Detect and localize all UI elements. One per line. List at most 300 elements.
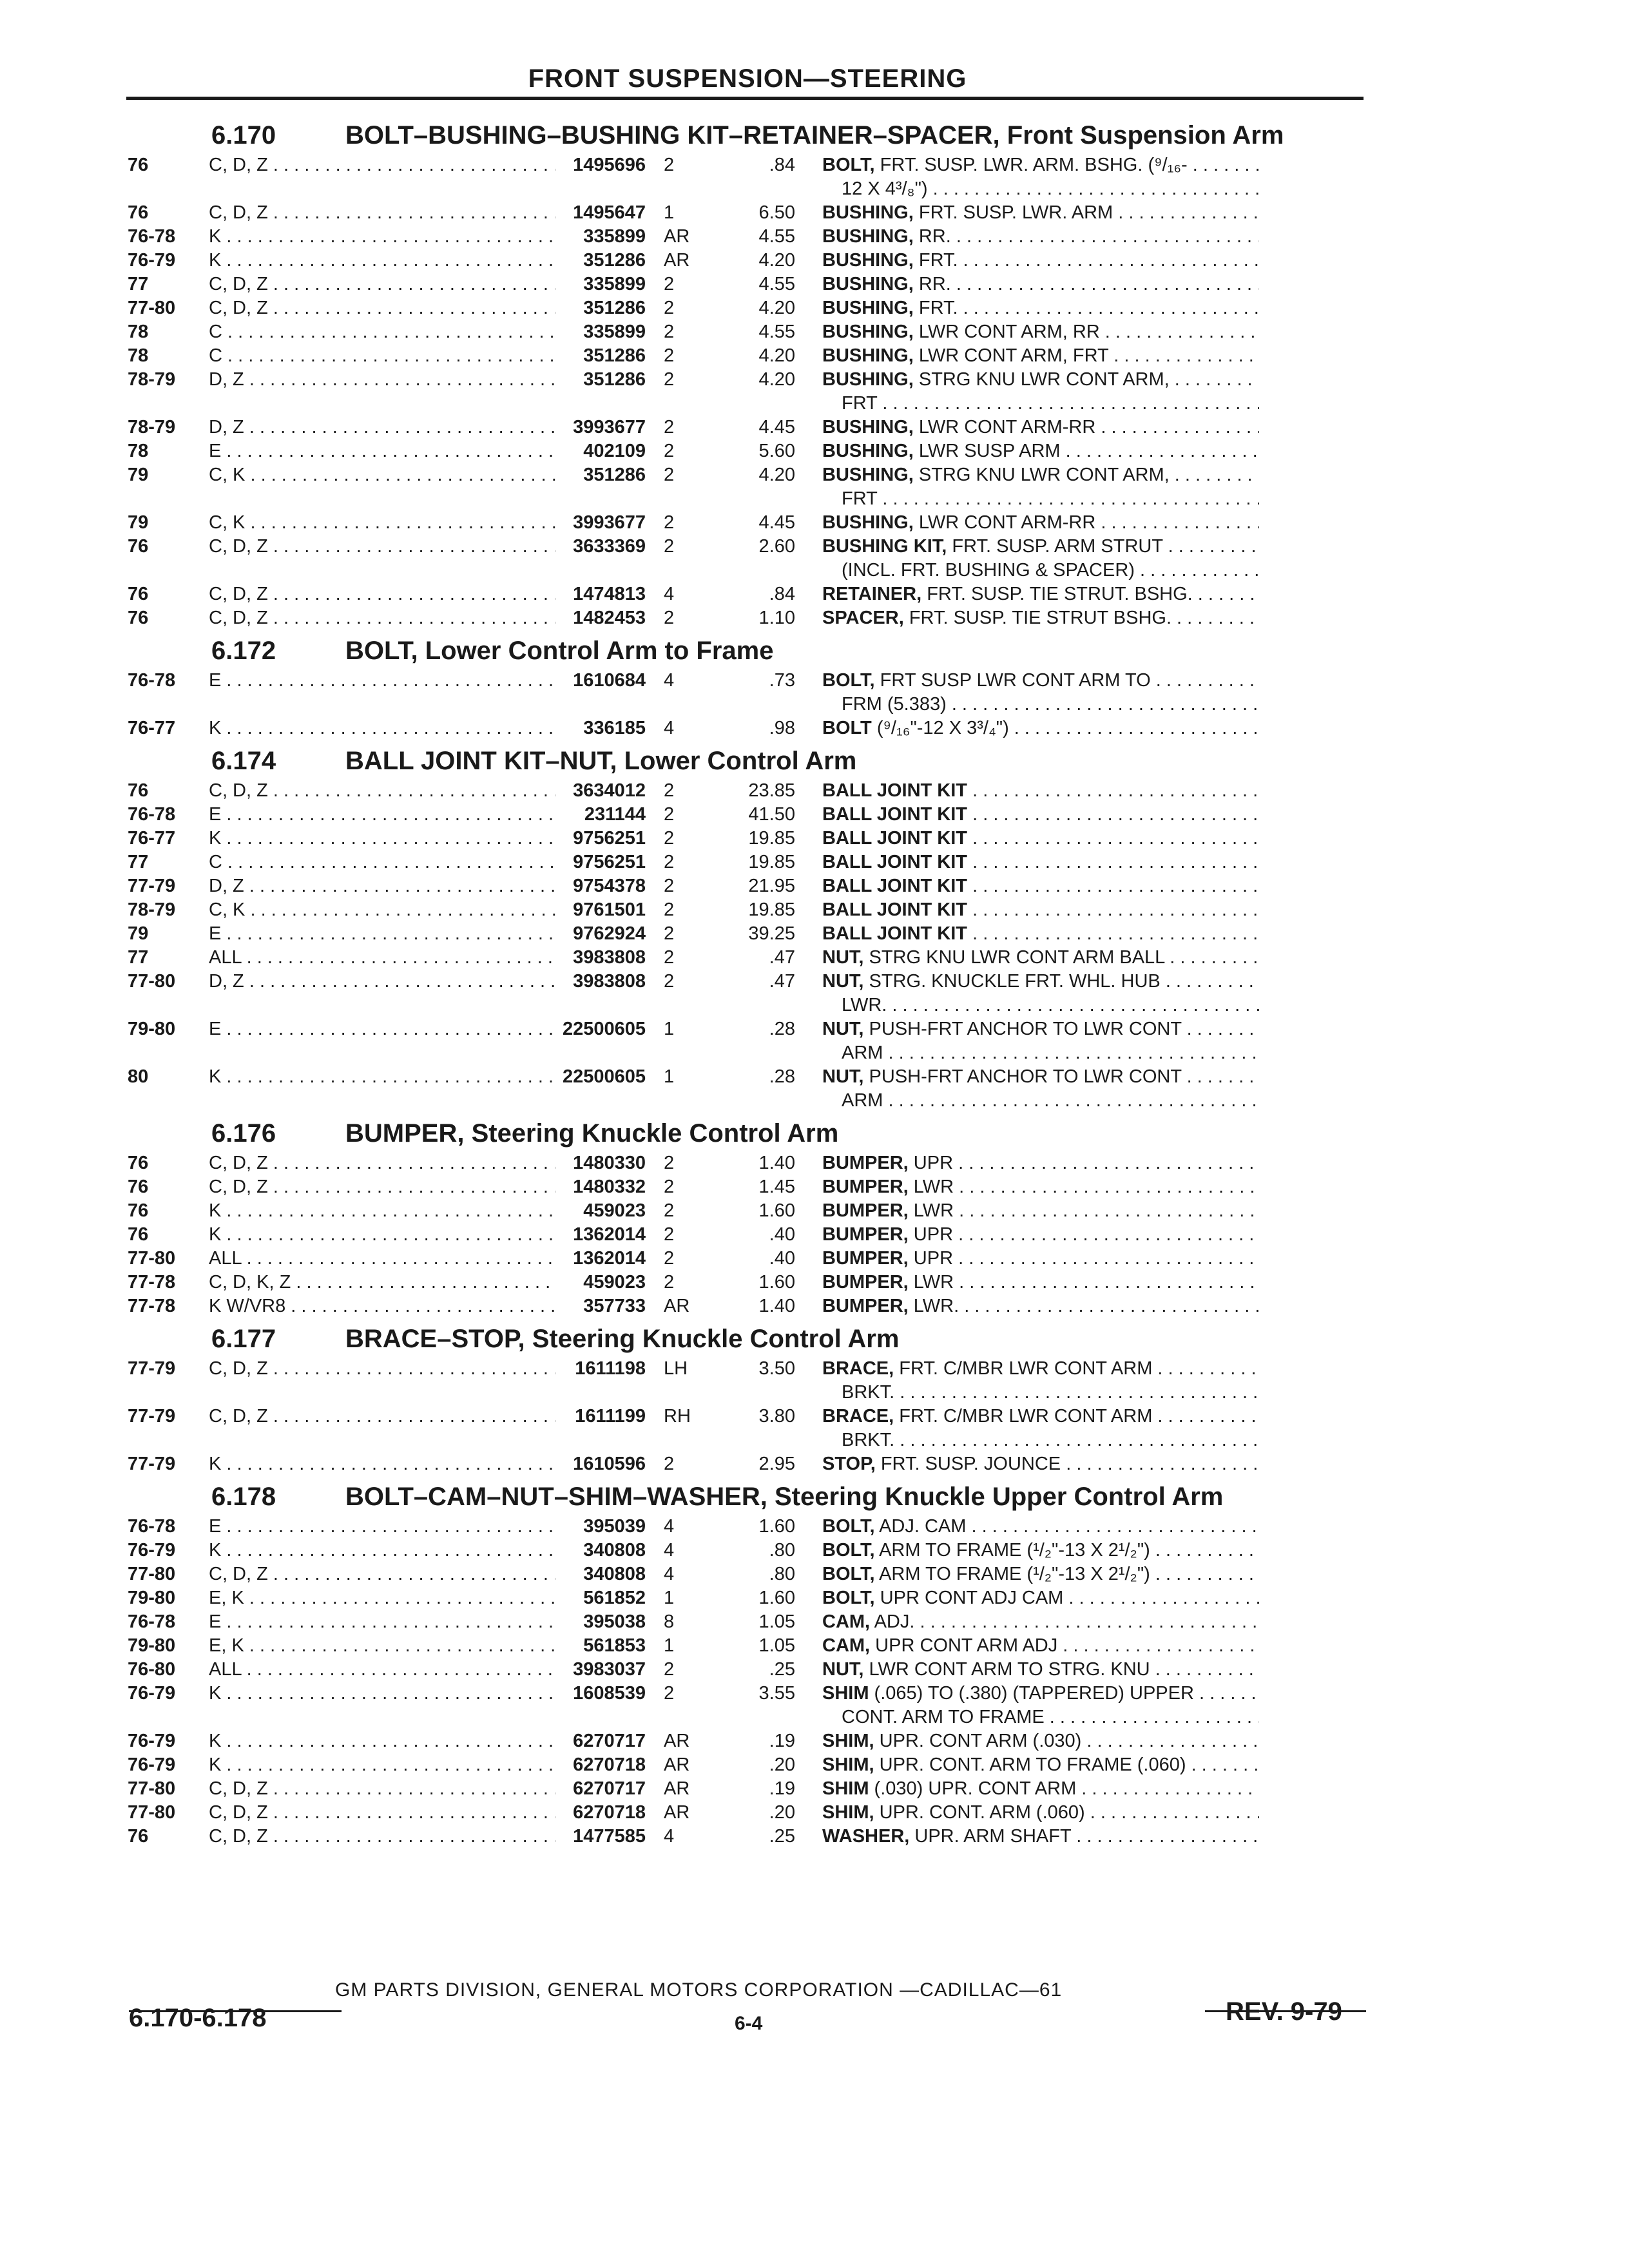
description-detail: LWR CONT ARM, RR <box>913 322 1100 342</box>
quantity: 2 <box>664 369 675 390</box>
model-year: 76 <box>128 584 149 604</box>
list-price: 1.40 <box>758 1153 795 1173</box>
model-year: 78 <box>128 345 149 366</box>
part-number: 561852 <box>583 1588 646 1608</box>
description-detail: PUSH-FRT ANCHOR TO LWR CONT <box>863 1066 1182 1087</box>
series-code: ALL . . . <box>209 946 555 970</box>
part-number: 1482453 <box>573 608 646 628</box>
series-code: E . . . <box>209 1017 555 1041</box>
description-line <box>822 1017 1259 1041</box>
series-code: E, K . . . <box>209 1586 555 1610</box>
quantity: 4 <box>664 1564 675 1584</box>
description-keyword: BOLT, <box>822 1564 875 1584</box>
series-code: C, D, Z . . . <box>209 1151 555 1175</box>
description-detail: UPR CONT ARM ADJ <box>870 1635 1058 1656</box>
part-row <box>128 1586 1365 1610</box>
list-price: 41.50 <box>748 804 795 825</box>
series-code: K . . . <box>209 1223 555 1247</box>
series-code: E . . . <box>209 1515 555 1539</box>
model-year: 76 <box>128 1224 149 1245</box>
list-price: .84 <box>769 584 795 604</box>
description-keyword: BALL JOINT KIT <box>822 828 968 849</box>
list-price: 4.55 <box>758 274 795 294</box>
description-detail: UPR <box>908 1224 954 1245</box>
list-price: 21.95 <box>748 876 795 896</box>
model-year: 77 <box>128 852 149 872</box>
series-code: C . . . <box>209 320 555 344</box>
series-code: C, D, Z . . . <box>209 582 555 606</box>
section-number: 6.177 <box>211 1325 276 1353</box>
part-number: 9762924 <box>573 923 646 944</box>
part-description <box>795 1175 1259 1199</box>
description-keyword: BUSHING, <box>822 345 914 366</box>
description-keyword: BUSHING, <box>822 298 914 318</box>
description-line <box>822 803 1259 827</box>
description-keyword: BUMPER, <box>822 1200 909 1221</box>
part-row <box>128 1175 1365 1199</box>
series-code: K W/VR8 . . . <box>209 1294 555 1318</box>
description-line <box>822 225 1259 249</box>
list-price: 4.20 <box>758 250 795 271</box>
quantity: 2 <box>664 441 675 461</box>
description-keyword: BOLT, <box>822 670 875 691</box>
quantity: 1 <box>664 202 675 223</box>
description-detail: ARM TO FRAME (¹/₂"-13 X 2¹/₂") <box>874 1564 1150 1584</box>
quantity: 2 <box>664 1177 675 1197</box>
list-price: .98 <box>769 718 795 738</box>
description-keyword: BUSHING, <box>822 250 914 271</box>
model-year: 77 <box>128 947 149 968</box>
description-line <box>822 1452 1259 1476</box>
part-number: 351286 <box>583 465 646 485</box>
list-price: 1.60 <box>758 1588 795 1608</box>
series-code: C . . . <box>209 850 555 874</box>
description-keyword: BALL JOINT KIT <box>822 852 968 872</box>
part-number: 1610684 <box>573 670 646 691</box>
series-code: C, D, Z . . . <box>209 201 555 225</box>
quantity: 2 <box>664 1248 675 1269</box>
model-year: 77-79 <box>128 1358 176 1379</box>
list-price: 1.10 <box>758 608 795 628</box>
description-continuation: CONT. ARM TO FRAME . . . <box>822 1706 1259 1729</box>
part-number: 351286 <box>583 250 646 271</box>
description-keyword: BUMPER, <box>822 1296 909 1316</box>
model-year: 78-79 <box>128 899 176 920</box>
section-title: BRACE–STOP, Steering Knuckle Control Arm <box>345 1325 900 1353</box>
quantity: 2 <box>664 1454 675 1474</box>
list-price: 1.60 <box>758 1516 795 1537</box>
series-code: K . . . <box>209 716 555 740</box>
list-price: 4.20 <box>758 465 795 485</box>
part-row <box>128 1634 1365 1658</box>
description-detail: UPR CONT ADJ CAM <box>874 1588 1064 1608</box>
model-year: 76 <box>128 1826 149 1847</box>
part-row <box>128 296 1365 320</box>
description-detail: FRT. C/MBR LWR CONT ARM <box>894 1406 1153 1427</box>
part-description <box>795 874 1259 898</box>
description-line <box>822 1271 1259 1294</box>
part-number: 9761501 <box>573 899 646 920</box>
part-row <box>128 1515 1365 1539</box>
part-number: 9756251 <box>573 828 646 849</box>
description-detail: FRT. SUSP. JOUNCE <box>875 1454 1061 1474</box>
description-detail: STRG KNU LWR CONT ARM BALL <box>863 947 1165 968</box>
series-code: K . . . <box>209 249 555 273</box>
part-description <box>795 344 1259 368</box>
part-description <box>795 1753 1259 1777</box>
part-description <box>795 1777 1259 1801</box>
model-year: 79-80 <box>128 1635 176 1656</box>
quantity: 2 <box>664 274 675 294</box>
list-price: .47 <box>769 971 795 992</box>
part-row <box>128 1017 1365 1065</box>
series-code: D, Z . . . <box>209 368 555 392</box>
description-line <box>822 1634 1259 1658</box>
series-code: K . . . <box>209 1753 555 1777</box>
quantity: 2 <box>664 971 675 992</box>
quantity: 4 <box>664 718 675 738</box>
description-line <box>822 779 1259 803</box>
model-year: 76-77 <box>128 718 176 738</box>
series-code: K . . . <box>209 827 555 850</box>
parts-list <box>128 115 1365 1849</box>
description-detail: ADJ. CAM <box>874 1516 967 1537</box>
part-description <box>795 1247 1259 1271</box>
description-detail: ADJ. <box>870 1611 915 1632</box>
part-description <box>795 1017 1259 1065</box>
part-number: 9754378 <box>573 876 646 896</box>
description-detail: (.030) UPR. CONT ARM <box>869 1778 1077 1799</box>
part-description <box>795 922 1259 946</box>
part-description <box>795 1405 1259 1452</box>
description-detail: FRT. <box>913 250 958 271</box>
part-row <box>128 850 1365 874</box>
model-year: 77-80 <box>128 298 176 318</box>
list-price: .19 <box>769 1731 795 1751</box>
description-line <box>822 1658 1259 1682</box>
description-detail: (.065) TO (.380) (TAPPERED) UPPER <box>869 1683 1194 1704</box>
part-description <box>795 201 1259 225</box>
quantity: 1 <box>664 1019 675 1039</box>
list-price: .28 <box>769 1066 795 1087</box>
part-number: 1611198 <box>575 1358 646 1379</box>
description-detail: UPR <box>908 1248 954 1269</box>
quantity: 2 <box>664 465 675 485</box>
part-row <box>128 970 1365 1017</box>
description-line <box>822 716 1259 740</box>
description-line <box>822 1777 1259 1801</box>
part-row <box>128 344 1365 368</box>
list-price: .25 <box>769 1659 795 1680</box>
part-number: 336185 <box>583 718 646 738</box>
section-title: BOLT–BUSHING–BUSHING KIT–RETAINER–SPACER, Front Suspension Arm <box>345 121 1284 149</box>
part-number: 340808 <box>583 1540 646 1561</box>
part-row <box>128 535 1365 582</box>
part-number: 3983037 <box>573 1659 646 1680</box>
part-description <box>795 416 1259 439</box>
part-row <box>128 922 1365 946</box>
description-keyword: BUSHING, <box>822 512 914 533</box>
part-number: 351286 <box>583 369 646 390</box>
model-year: 77-78 <box>128 1272 176 1293</box>
part-row <box>128 874 1365 898</box>
description-line <box>822 535 1259 559</box>
model-year: 79-80 <box>128 1588 176 1608</box>
list-price: 1.40 <box>758 1296 795 1316</box>
model-year: 76 <box>128 536 149 557</box>
quantity: 2 <box>664 1272 675 1293</box>
description-continuation: FRT . . . <box>822 487 1259 511</box>
description-continuation: (INCL. FRT. BUSHING & SPACER) . . . <box>822 559 1259 582</box>
part-row <box>128 416 1365 439</box>
model-year: 76 <box>128 1177 149 1197</box>
description-detail: FRT. SUSP. ARM STRUT <box>947 536 1163 557</box>
description-line <box>822 344 1259 368</box>
list-price: 4.20 <box>758 369 795 390</box>
series-code: C, D, Z . . . <box>209 606 555 630</box>
part-number: 1610596 <box>573 1454 646 1474</box>
description-keyword: SPACER, <box>822 608 904 628</box>
model-year: 77 <box>128 274 149 294</box>
list-price: .80 <box>769 1564 795 1584</box>
model-year: 77-79 <box>128 876 176 896</box>
part-description <box>795 1515 1259 1539</box>
quantity: 2 <box>664 876 675 896</box>
part-number: 335899 <box>583 226 646 247</box>
section-heading <box>128 1318 1365 1357</box>
description-keyword: BALL JOINT KIT <box>822 899 968 920</box>
section-heading <box>128 740 1365 779</box>
part-description <box>795 1271 1259 1294</box>
description-keyword: BUMPER, <box>822 1224 909 1245</box>
series-code: K . . . <box>209 1682 555 1706</box>
description-detail: RR. <box>913 274 951 294</box>
part-description <box>795 1452 1259 1476</box>
series-code: K . . . <box>209 1452 555 1476</box>
part-description <box>795 1065 1259 1113</box>
part-row <box>128 511 1365 535</box>
part-row <box>128 1777 1365 1801</box>
part-description <box>795 669 1259 716</box>
description-line <box>822 153 1259 177</box>
model-year: 76-78 <box>128 804 176 825</box>
list-price: 3.55 <box>758 1683 795 1704</box>
part-description <box>795 1825 1259 1849</box>
model-year: 79 <box>128 512 149 533</box>
section-title: BOLT, Lower Control Arm to Frame <box>345 637 774 665</box>
description-keyword: SHIM, <box>822 1802 874 1823</box>
part-description <box>795 225 1259 249</box>
part-row <box>128 249 1365 273</box>
description-detail: LWR CONT ARM, FRT <box>913 345 1109 366</box>
part-row <box>128 273 1365 296</box>
part-number: 335899 <box>583 274 646 294</box>
description-keyword: BALL JOINT KIT <box>822 780 968 801</box>
footer-corporation: GM PARTS DIVISION, GENERAL MOTORS CORPORATION —CADILLAC—61 <box>335 1979 1063 2001</box>
quantity: 4 <box>664 584 675 604</box>
quantity: RH <box>664 1406 691 1427</box>
model-year: 77-79 <box>128 1454 176 1474</box>
list-price: 2.95 <box>758 1454 795 1474</box>
quantity: 2 <box>664 345 675 366</box>
part-number: 6270718 <box>573 1802 646 1823</box>
description-keyword: BUSHING, <box>822 417 914 437</box>
quantity: 2 <box>664 923 675 944</box>
part-description <box>795 716 1259 740</box>
part-description <box>795 1729 1259 1753</box>
description-keyword: BUSHING, <box>822 226 914 247</box>
part-description <box>795 463 1259 511</box>
quantity: 4 <box>664 670 675 691</box>
model-year: 79-80 <box>128 1019 176 1039</box>
description-keyword: BUMPER, <box>822 1248 909 1269</box>
description-line <box>822 827 1259 850</box>
series-code: C, K . . . <box>209 463 555 487</box>
quantity: 4 <box>664 1826 675 1847</box>
description-line <box>822 249 1259 273</box>
description-keyword: BUSHING, <box>822 202 914 223</box>
part-description <box>795 273 1259 296</box>
quantity: AR <box>664 1296 690 1316</box>
section-heading <box>128 630 1365 669</box>
quantity: AR <box>664 250 690 271</box>
description-keyword: WASHER, <box>822 1826 910 1847</box>
description-detail: LWR. <box>908 1296 959 1316</box>
part-description <box>795 1357 1259 1405</box>
part-row <box>128 1151 1365 1175</box>
quantity: 2 <box>664 536 675 557</box>
part-row <box>128 1801 1365 1825</box>
model-year: 76 <box>128 1153 149 1173</box>
list-price: 1.05 <box>758 1611 795 1632</box>
series-code: K . . . <box>209 1199 555 1223</box>
description-continuation: 12 X 4³/₈") . . . <box>822 177 1259 201</box>
list-price: .40 <box>769 1224 795 1245</box>
part-number: 1480332 <box>573 1177 646 1197</box>
part-description <box>795 296 1259 320</box>
description-continuation: ARM . . . <box>822 1041 1259 1065</box>
part-number: 1495696 <box>573 155 646 175</box>
part-row <box>128 463 1365 511</box>
part-number: 351286 <box>583 298 646 318</box>
part-description <box>795 1801 1259 1825</box>
part-description <box>795 1294 1259 1318</box>
part-description <box>795 970 1259 1017</box>
model-year: 80 <box>128 1066 149 1087</box>
part-row <box>128 716 1365 740</box>
part-number: 6270717 <box>573 1731 646 1751</box>
description-keyword: BUSHING KIT, <box>822 536 947 557</box>
series-code: K . . . <box>209 225 555 249</box>
description-keyword: BUMPER, <box>822 1153 909 1173</box>
description-keyword: NUT, <box>822 971 864 992</box>
series-code: ALL . . . <box>209 1247 555 1271</box>
description-line <box>822 582 1259 606</box>
description-line <box>822 922 1259 946</box>
series-code: C, D, Z . . . <box>209 535 555 559</box>
quantity: 2 <box>664 852 675 872</box>
part-row <box>128 803 1365 827</box>
part-number: 340808 <box>583 1564 646 1584</box>
description-keyword: BUSHING, <box>822 369 914 390</box>
list-price: .20 <box>769 1754 795 1775</box>
series-code: C, D, Z . . . <box>209 273 555 296</box>
description-keyword: BALL JOINT KIT <box>822 923 968 944</box>
section-number: 6.178 <box>211 1483 276 1511</box>
description-detail: STRG. KNUCKLE FRT. WHL. HUB <box>863 971 1161 992</box>
part-row <box>128 1610 1365 1634</box>
part-description <box>795 249 1259 273</box>
series-code: C . . . <box>209 344 555 368</box>
part-description <box>795 606 1259 630</box>
description-keyword: BUMPER, <box>822 1272 909 1293</box>
series-code: C, D, Z . . . <box>209 1405 555 1428</box>
description-line <box>822 201 1259 225</box>
description-detail: UPR <box>908 1153 954 1173</box>
part-number: 459023 <box>583 1272 646 1293</box>
section-heading <box>128 1476 1365 1515</box>
model-year: 79 <box>128 465 149 485</box>
list-price: 1.45 <box>758 1177 795 1197</box>
part-row <box>128 582 1365 606</box>
description-line <box>822 1515 1259 1539</box>
model-year: 76 <box>128 155 149 175</box>
description-keyword: BUMPER, <box>822 1177 909 1197</box>
list-price: 19.85 <box>748 828 795 849</box>
list-price: 6.50 <box>758 202 795 223</box>
list-price: 4.55 <box>758 322 795 342</box>
part-description <box>795 535 1259 582</box>
quantity: 1 <box>664 1635 675 1656</box>
part-description <box>795 946 1259 970</box>
model-year: 76 <box>128 1200 149 1221</box>
description-line <box>822 1151 1259 1175</box>
description-keyword: BALL JOINT KIT <box>822 804 968 825</box>
quantity: 2 <box>664 155 675 175</box>
description-keyword: BUSHING, <box>822 441 914 461</box>
list-price: 2.60 <box>758 536 795 557</box>
model-year: 76 <box>128 202 149 223</box>
quantity: AR <box>664 1802 690 1823</box>
description-detail: FRT. SUSP. LWR. ARM <box>913 202 1113 223</box>
model-year: 77-79 <box>128 1406 176 1427</box>
description-detail: STRG KNU LWR CONT ARM, <box>913 369 1170 390</box>
list-price: .25 <box>769 1826 795 1847</box>
model-year: 76-78 <box>128 670 176 691</box>
description-line <box>822 874 1259 898</box>
description-detail: UPR. CONT ARM (.030) <box>874 1731 1082 1751</box>
list-price: 3.80 <box>758 1406 795 1427</box>
part-description <box>795 1151 1259 1175</box>
series-code: C, D, Z . . . <box>209 1801 555 1825</box>
description-line <box>822 463 1259 487</box>
description-line <box>822 1223 1259 1247</box>
quantity: AR <box>664 1731 690 1751</box>
model-year: 76-78 <box>128 226 176 247</box>
description-keyword: RETAINER, <box>822 584 922 604</box>
description-detail: LWR <box>908 1200 954 1221</box>
model-year: 77-80 <box>128 1564 176 1584</box>
description-detail: RR. <box>913 226 951 247</box>
model-year: 76-79 <box>128 1754 176 1775</box>
part-description <box>795 1223 1259 1247</box>
part-row <box>128 225 1365 249</box>
description-detail: FRT. C/MBR LWR CONT ARM <box>894 1358 1153 1379</box>
section-title: BUMPER, Steering Knuckle Control Arm <box>345 1119 839 1148</box>
series-code: C, D, Z . . . <box>209 1175 555 1199</box>
part-number: 351286 <box>583 345 646 366</box>
description-keyword: SHIM, <box>822 1754 874 1775</box>
